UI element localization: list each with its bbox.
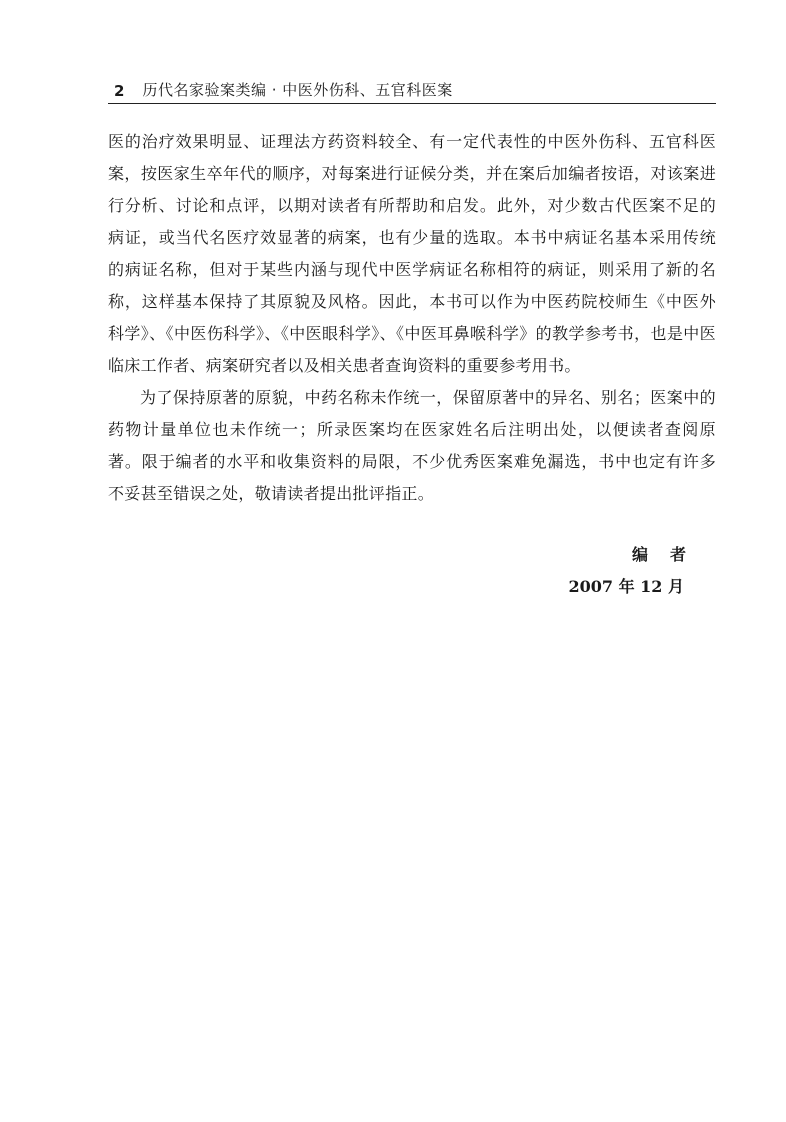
text-line: 药物计量单位也未作统一；所录医案均在医家姓名后注明出处，以便读者查阅原 [108,420,716,439]
text-line: 案，按医家生卒年代的顺序，对每案进行证候分类，并在案后加编者按语，对该案进 [108,164,716,183]
paragraph-2 [108,382,716,510]
paragraph-1 [108,126,716,382]
body-text [108,126,716,510]
running-title: 历代名家验案类编 · 中医外伤科、五官科医案 [142,81,453,99]
text-line: 不妥甚至错误之处，敬请读者提出批评指正。 [108,484,435,503]
text-line: 为了保持原著的原貌，中药名称未作统一，保留原著中的异名、别名；医案中的 [140,388,716,407]
text-line: 临床工作者、病案研究者以及相关患者查询资料的重要参考用书。 [108,356,581,375]
signature [560,540,720,602]
text-line: 病证，或当代名医疗效显著的病案，也有少量的选取。本书中病证名基本采用传统 [108,228,716,247]
text-line: 科学》、《中医伤科学》、《中医眼科学》、《中医耳鼻喉科学》的教学参考书，也是中医 [108,324,716,343]
text-line: 的病证名称，但对于某些内涵与现代中医学病证名称相符的病证，则采用了新的名 [108,260,716,279]
text-line: 医的治疗效果明显、证理法方药资料较全、有一定代表性的中医外伤科、五官科医 [108,132,716,151]
signature-date: 2007 年 12 月 [568,577,684,596]
running-header [108,76,716,104]
signature-author: 编者 [631,545,708,564]
text-line: 著。限于编者的水平和收集资料的局限，不少优秀医案难免漏选，书中也定有许多 [108,452,716,471]
text-line: 行分析、讨论和点评，以期对读者有所帮助和启发。此外，对少数古代医案不足的 [108,196,716,215]
text-line: 称，这样基本保持了其原貌及风格。因此，本书可以作为中医药院校师生《中医外 [108,292,716,311]
page-number: 2 [114,82,125,100]
